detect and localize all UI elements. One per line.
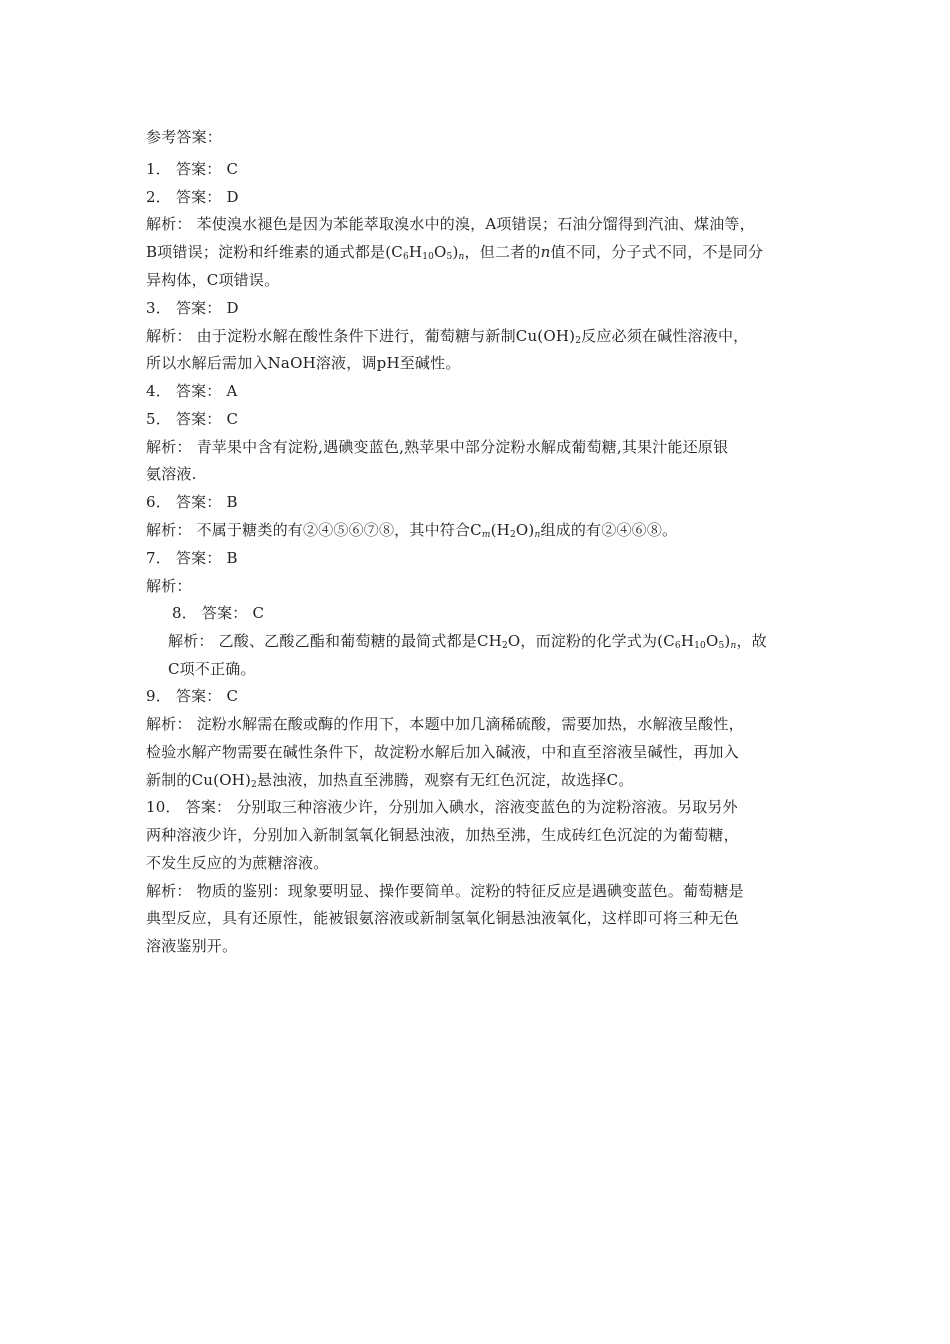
text-run: 新制的Cu(OH) (146, 771, 252, 789)
explanation-9-line-2: 检验水解产物需要在碱性条件下，故淀粉水解后加入碱液，中和直至溶液呈碱性，再加入 (146, 743, 739, 761)
text-run: 悬浊液，加热直至沸腾，观察有无红色沉淀，故选择C。 (256, 771, 634, 789)
text-run: B项错误；淀粉和纤维素的通式都是(C (146, 243, 403, 261)
answer-9: 9． 答案： C (146, 687, 239, 705)
subscript: m (481, 530, 491, 540)
answer-10-line-1: 10． 答案： 分别取三种溶液少许，分别加入碘水，溶液变蓝色的为淀粉溶液。另取另外 (146, 798, 738, 816)
text-run: H (680, 632, 695, 650)
text-run: O (705, 632, 719, 650)
text-run: O) (515, 521, 535, 539)
subscript: 2 (509, 530, 516, 540)
answer-1: 1． 答案： C (146, 160, 239, 178)
answer-7: 7． 答案： B (146, 549, 238, 567)
answer-5: 5． 答案： C (146, 410, 239, 428)
explanation-5-line-1: 解析： 青苹果中含有淀粉,遇碘变蓝色,熟苹果中部分淀粉水解成葡萄糖,其果汁能还原银 (146, 438, 729, 456)
explanation-3-line-1 (146, 326, 748, 351)
explanation-9-line-3 (146, 770, 633, 795)
answer-10-line-3: 不发生反应的为蔗糖溶液。 (146, 854, 329, 872)
subscript: 5 (446, 252, 453, 262)
answer-4: 4． 答案： A (146, 382, 238, 400)
variable-n: n (540, 243, 551, 261)
text-run: H (408, 243, 423, 261)
answer-6: 6． 答案： B (146, 493, 238, 511)
text-run: 组成的有②④⑥⑧。 (540, 521, 678, 539)
text-run: 反应必须在碱性溶液中， (581, 327, 749, 345)
explanation-2-line-2 (146, 242, 763, 267)
explanation-8-line-2: C项不正确。 (168, 660, 256, 678)
explanation-8-line-1 (168, 631, 767, 656)
answer-10-line-2: 两种溶液少许，分别加入新制氢氧化铜悬浊液，加热至沸，生成砖红色沉淀的为葡萄糖， (146, 826, 739, 844)
answers-heading: 参考答案： (146, 128, 223, 146)
text-run: ) (724, 632, 731, 650)
explanation-2-line-3: 异构体，C项错误。 (146, 271, 280, 289)
explanation-10-line-2: 典型反应，具有还原性，能被银氨溶液或新制氢氧化铜悬浊液氧化，这样即可将三种无色 (146, 909, 739, 927)
subscript: 6 (674, 641, 681, 651)
subscript: 5 (718, 641, 725, 651)
answer-8: 8． 答案： C (172, 604, 265, 622)
subscript: 2 (501, 641, 508, 651)
explanation-6-line-1 (146, 520, 677, 545)
explanation-2-line-1: 解析： 苯使溴水褪色是因为苯能萃取溴水中的溴，A项错误；石油分馏得到汽油、煤油等， (146, 215, 755, 233)
text-run: 解析： 由于淀粉水解在酸性条件下进行，葡萄糖与新制Cu(OH) (146, 327, 576, 345)
text-run: 值不同，分子式不同，不是同分 (550, 243, 764, 261)
explanation-5-line-2: 氨溶液. (146, 465, 197, 483)
subscript: 2 (575, 336, 582, 346)
text-run: ，故 (736, 632, 767, 650)
text-run: O，而淀粉的化学式为(C (507, 632, 675, 650)
explanation-9-line-1: 解析： 淀粉水解需在酸或酶的作用下，本题中加几滴稀硫酸，需要加热，水解液呈酸性， (146, 715, 744, 733)
answer-3: 3． 答案： D (146, 299, 239, 317)
subscript: 10 (422, 252, 435, 262)
text-run: 解析： 乙酸、乙酸乙酯和葡萄糖的最简式都是CH (168, 632, 502, 650)
explanation-7: 解析： (146, 577, 192, 595)
subscript: n (534, 530, 541, 540)
text-run: ) (452, 243, 459, 261)
explanation-10-line-1: 解析： 物质的鉴别：现象要明显、操作要简单。淀粉的特征反应是遇碘变蓝色。葡萄糖是 (146, 882, 744, 900)
subscript: 10 (694, 641, 706, 651)
subscript: 6 (402, 252, 409, 262)
explanation-10-line-3: 溶液鉴别开。 (146, 937, 238, 955)
subscript: n (458, 252, 465, 262)
subscript: 2 (251, 780, 257, 790)
subscript: n (730, 641, 737, 651)
text-run: ，但二者的 (464, 243, 541, 261)
text-run: O (434, 243, 447, 261)
explanation-3-line-2: 所以水解后需加入NaOH溶液，调pH至碱性。 (146, 354, 461, 372)
answer-2: 2． 答案： D (146, 188, 239, 206)
text-run: 解析： 不属于糖类的有②④⑤⑥⑦⑧，其中符合C (146, 521, 482, 539)
text-run: (H (490, 521, 510, 539)
